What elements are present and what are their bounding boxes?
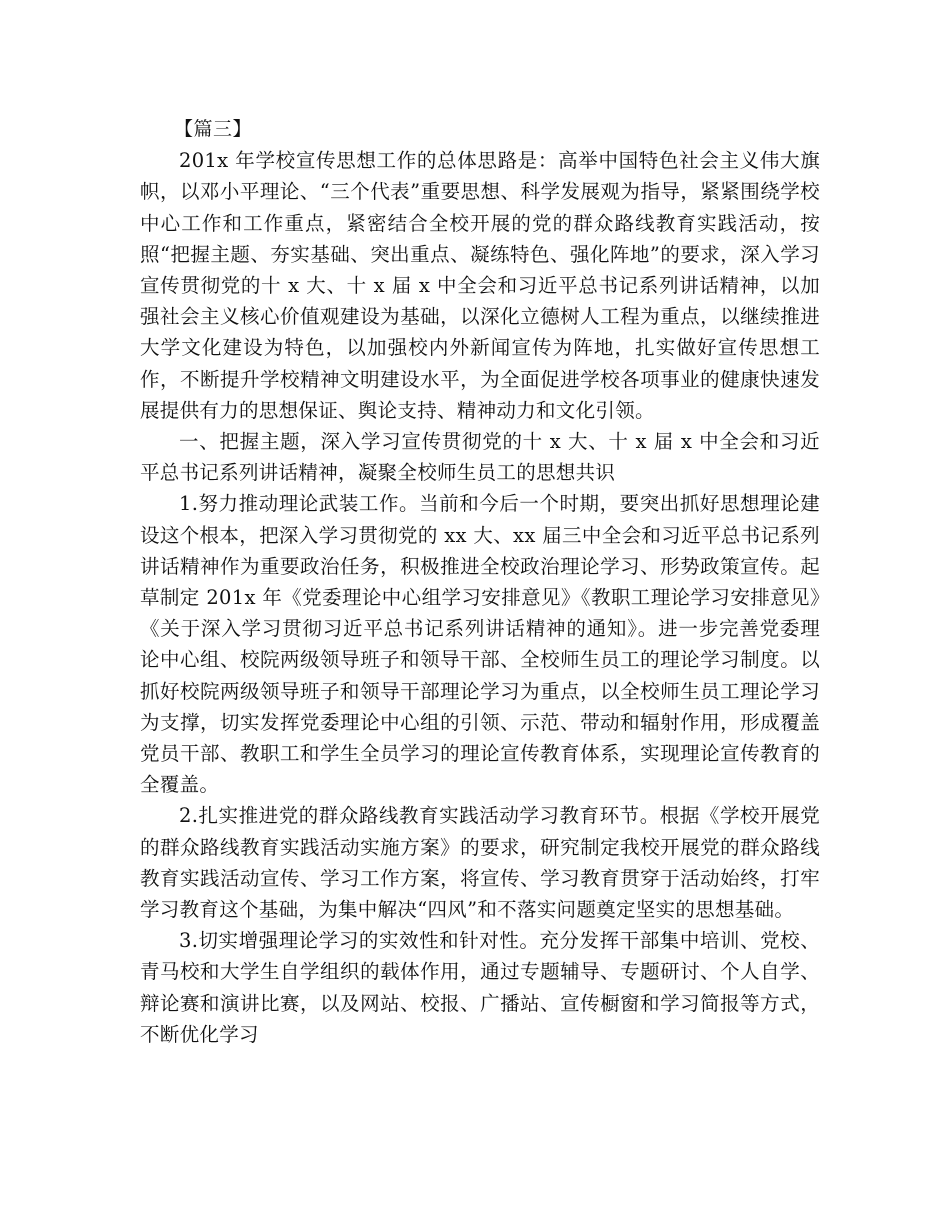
paragraph-section-one-title: 一、把握主题，深入学习宣传贯彻党的十 x 大、十 x 届 x 中全会和习近平总书记系列讲话精神，凝聚全校师生员工的思想共识	[140, 430, 820, 485]
paragraph-item-1: 1.努力推动理论武装工作。当前和今后一个时期，要突出抓好思想理论建设这个根本，把深入学习贯彻党的 xx 大、xx 届三中全会和习近平总书记系列讲话精神作为重要政治任务，积极推进全校政治理论学习、形势政策宣传。起草制定 201x 年《党委理论中心组学习安排意见》《教职工理论学习安排意见》《关于深入学习贯彻习近平总书记系列讲话精神的通知》。进一步完善党委理论中心组、校院两级领导班子和领导干部、全校师生员工的理论学习制度。以抓好校院两级领导班子和领导干部理论学习为重点，以全校师生员工理论学习为支撑，切实发挥党委理论中心组的引领、示范、带动和辐射作用，形成覆盖党员干部、教职工和学生全员学习的理论宣传教育体系，实现理论宣传教育的全覆盖。	[140, 492, 820, 797]
paragraph-item-2: 2.扎实推进党的群众路线教育实践活动学习教育环节。根据《学校开展党的群众路线教育实践活动实施方案》的要求，研究制定我校开展党的群众路线教育实践活动宣传、学习工作方案，将宣传、学习教育贯穿于活动始终，打牢学习教育这个基础，为集中解决“四风”和不落实问题奠定坚实的思想基础。	[140, 804, 820, 922]
document-body	[140, 114, 820, 1050]
paragraph-overview: 201x 年学校宣传思想工作的总体思路是：高举中国特色社会主义伟大旗帜，以邓小平理论、“三个代表”重要思想、科学发展观为指导，紧紧围绕学校中心工作和工作重点，紧密结合全校开展的党的群众路线教育实践活动，按照“把握主题、夯实基础、突出重点、凝练特色、强化阵地”的要求，深入学习宣传贯彻党的十 x 大、十 x 届 x 中全会和习近平总书记系列讲话精神，以加强社会主义核心价值观建设为基础，以深化立德树人工程为重点，以继续推进大学文化建设为特色，以加强校内外新闻宣传为阵地，扎实做好宣传思想工作，不断提升学校精神文明建设水平，为全面促进学校各项事业的健康快速发展提供有力的思想保证、舆论支持、精神动力和文化引领。	[140, 149, 820, 422]
paragraph-item-3: 3.切实增强理论学习的实效性和针对性。充分发挥干部集中培训、党校、青马校和大学生自学组织的载体作用，通过专题辅导、专题研讨、个人自学、辩论赛和演讲比赛，以及网站、校报、广播站、宣传橱窗和学习简报等方式，不断优化学习	[140, 929, 820, 1046]
section-heading: 【篇三】	[174, 118, 253, 140]
